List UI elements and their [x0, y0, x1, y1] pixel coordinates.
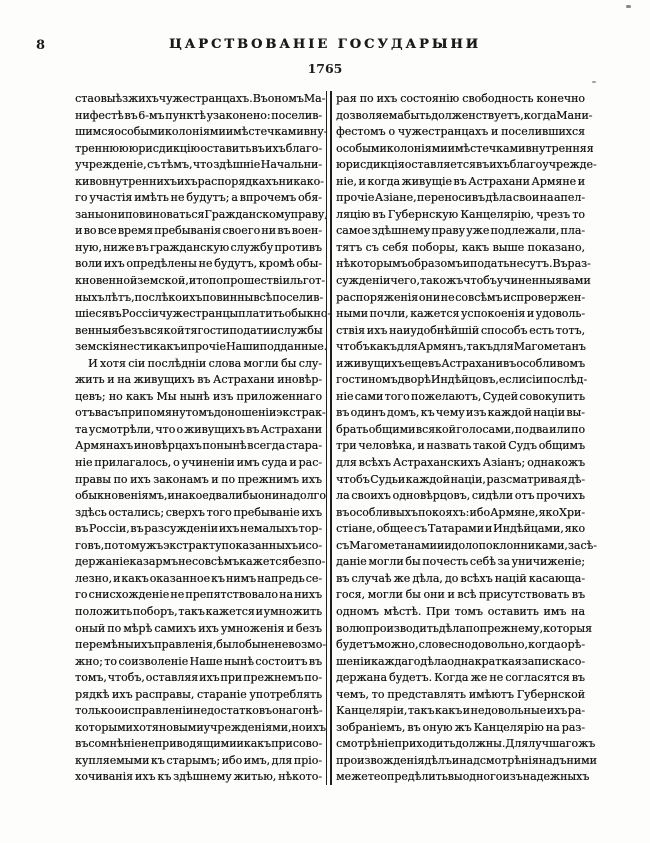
text-line: го участія имѣть не будутъ; а впрочемъ обя- — [75, 191, 322, 205]
text-line: держана будетъ. Когда же не согласятся въ — [336, 671, 585, 685]
text-line: обыкновеніямъ, инако едва ли бы они надолго — [75, 489, 326, 503]
text-line: самое здѣшнему праву уже подлежали, пла- — [336, 224, 585, 238]
text-line: брать общими всякой голосами, по два или по — [336, 422, 585, 436]
text-line: только о исправленіи недостатковъ онаго нѣ- — [75, 704, 323, 718]
text-line: здѣсь остались; сверхъ того пребываніе ихъ — [75, 505, 322, 519]
text-line: ніе, и когда живущіе въ Астрахани Армяне и — [336, 174, 585, 188]
text-line: смотрѣніе приходить должны. Для лучшаго жъ — [336, 737, 596, 751]
text-line: три человѣка, и назвать такой Судъ общимъ — [336, 439, 585, 453]
text-line: треннюю юрисдикцію оставить въ ихъ благо- — [75, 141, 322, 155]
text-line: въ особливыхъ покояхъ: ибо Армяне, яко Хри- — [336, 505, 585, 519]
text-line: тятъ съ себя поборы, какъ выше показано, — [336, 240, 585, 254]
text-line: межете опредѣлить вы одного изъ надежныхъ — [336, 770, 590, 784]
text-line: которыми хотя новыми учрежденіями, но ихъ — [75, 720, 326, 734]
left-text-column — [75, 91, 332, 786]
text-line: ла своихъ одновѣрцовъ, сидѣли отъ прочихъ — [336, 489, 585, 503]
text-line: говъ, по тому жъ экстракту показанныхъ и со- — [75, 538, 322, 552]
text-line: Канцеляріи, такъ какъ и недовольные ихъ ра- — [336, 704, 585, 718]
text-line: правы по ихъ законамъ и по прежнимъ ихъ — [75, 472, 322, 486]
text-line: положить поборъ, такъ кажется и умножить — [75, 604, 322, 618]
text-line: шіеся въ Россіи чужестранцы платить обыкно- — [75, 307, 332, 321]
right-text-column — [336, 91, 597, 786]
text-line: чтобъ Судьи каждой націи, разсматривая дѣ- — [336, 472, 585, 486]
text-line: рая по ихъ состоянію свободность конечно — [336, 92, 585, 105]
text-line: распоряженія они не совсѣмъ испровержен- — [336, 290, 585, 304]
text-line: та усмотрѣли, что о живущихъ въ Астрахани — [75, 422, 322, 436]
text-line: томъ, чтобъ, оставляя ихъ при прежнемъ по- — [75, 671, 322, 685]
text-line: ныхъ лѣтъ, послѣ коихъ повинны всѣ поселив- — [75, 290, 324, 304]
text-line: оный по мѣрѣ самихъ ихъ умноженія и безъ — [75, 621, 322, 635]
text-line: отъ васъ при помянутомъ доношеніи экстрак- — [75, 406, 326, 420]
text-line: въ Россіи, въ разсужденіи ихъ немалыхъ тор- — [75, 522, 322, 536]
text-line: въ одинъ домъ, къ чему изъ каждой націи вы- — [336, 406, 585, 420]
page-title: ЦАРСТВОВАНІЕ ГОСУДАРЫНИ — [169, 37, 481, 52]
text-line: кновенной земской, и то по прошествіи льгот- — [75, 274, 325, 288]
text-line: гостиномъ дворѣ Индѣйцовъ, если сіи послѣд- — [336, 373, 588, 387]
text-line: чемъ, то представлять имѣютъ Губернской — [336, 687, 585, 701]
text-line: венныя безъ всякой тягости подати и службы — [75, 323, 323, 337]
text-line: фестомъ о чужестранцахъ и поселившихся — [336, 125, 585, 139]
text-line: будетъ можно, словесно довольно, когда о рѣ- — [336, 638, 585, 652]
text-line: жить и на живущихъ въ Астрахани иновѣр- — [75, 373, 322, 387]
text-line: прочіе Азіане, переносивъ дѣла свои на апел- — [336, 191, 585, 205]
text-line: для всѣхъ Астраханскихъ Азіанъ; однакожъ — [336, 456, 585, 470]
text-line: хочиванія ихъ къ здѣшнему житью, нѣкото- — [75, 770, 322, 784]
text-line: учрежденіе, съ тѣмъ, что здѣшніе Начальни- — [75, 158, 322, 172]
text-line: и во все время пребыванія своего ни въ воен- — [75, 224, 322, 238]
text-line: го снисхожденіе не препятствовало на нихъ — [75, 588, 322, 602]
page-number: 8 — [36, 38, 46, 53]
text-line: держаніе казармъ не совсѣмъ кажется безпо- — [75, 555, 326, 569]
text-line: гося, могли бы они и всѣ присутствовать въ — [336, 588, 585, 602]
text-line: ста о выѣзжихъ чужестранцахъ. Въ ономъ Ма- — [75, 92, 326, 105]
text-line: ствія ихъ наиудобнѣйшій способъ есть тотъ, — [336, 323, 585, 337]
text-line: сужденіи чего, такожъ чтобъ учиненныя вами — [336, 274, 591, 288]
text-line: особыми колоніями и мѣстечками внутренняя — [336, 141, 594, 155]
text-line: земскія нести какъ и прочіе Наши подданные. — [75, 340, 328, 354]
text-line: въ случаѣ же дѣла, до всѣхъ націй касающа- — [336, 571, 585, 585]
text-line: жно; то соизволеніе Наше нынѣ состоитъ въ — [75, 654, 322, 668]
text-line: ными почли, кажется успокоенія и удоволь- — [336, 307, 585, 321]
text-line: юрисдикція оставляется въ ихъ благоучрежде- — [336, 158, 597, 172]
text-line: шеніи каждаго дѣла одна краткая записка со- — [336, 654, 585, 668]
text-line: нѣкоторымъ образомъ и подать несутъ. Въ раз- — [336, 257, 591, 271]
text-line: Армянахъ иновѣрцахъ понынѣ всегда стара- — [75, 439, 322, 453]
text-line: одномъ мѣстѣ. При томъ оставить имъ на — [336, 604, 585, 618]
text-line: цевъ; но какъ Мы нынѣ изъ приложеннаго — [75, 389, 322, 403]
text-line: ки во внутреннихъ ихъ распорядкахъ никако- — [75, 174, 324, 188]
text-line: купляемыми къ старымъ; ибо имъ, для пріо- — [75, 753, 322, 767]
text-line: ную, ниже въ гражданскую службу противъ — [75, 240, 322, 254]
text-line: даніе могли бы почесть себѣ за уничиженіе; — [336, 555, 585, 569]
text-line: перемѣны ихъ правленія, было бы не невозмо- — [75, 638, 326, 652]
text-line: ніе прилагалось, о учиненіи имъ суда и рас- — [75, 456, 322, 470]
text-line: и живущихъ еще въ Астрахани въ особливомъ — [336, 356, 585, 370]
text-line: нифестѣ въ 6-мъ пунктѣ узаконено: поселив- — [75, 108, 322, 122]
text-line: произвожденія дѣлъ и надсмотрѣнія надъ ними — [336, 753, 597, 767]
column-divider-rule — [326, 91, 332, 785]
text-line: шимся особыми колоніями и мѣстечками вну- — [75, 125, 328, 139]
text-line: зобраніемъ, въ оную жъ Канцелярію на раз- — [336, 720, 585, 734]
text-line: въ сомнѣніе неприводящими и какъ присово- — [75, 737, 323, 751]
text-line: ніе сами того пожелаютъ, Судей совокупить — [336, 389, 585, 403]
text-line: воли ихъ опредѣлены не будутъ, кромѣ обы- — [75, 257, 322, 271]
text-line: волю производить дѣла по прежнему, которыя — [336, 621, 592, 635]
year-heading: 1765 — [307, 61, 343, 76]
text-line: дозволяема быть долженствуетъ, когда Мани- — [336, 108, 593, 122]
text-line: съ Магометанами и идолопоклонниками, засѣ- — [336, 538, 597, 552]
text-line: рядкѣ ихъ расправы, стараніе употреблять — [75, 687, 322, 701]
text-line: чтобъ какъ для Армянъ, такъ для Магометанъ — [336, 340, 586, 354]
text-line: лезно, и какъ оказанное къ нимъ напредь се- — [75, 571, 322, 585]
text-line: ляцію въ Губернскую Канцелярію, чрезъ то — [336, 207, 585, 221]
scan-artifact-speck — [626, 5, 631, 8]
text-line: стіане, общее съ Татарами и Индѣйцами, яко — [336, 522, 585, 536]
scan-artifact-speck — [592, 81, 596, 83]
text-line: И хотя сіи послѣдніи слова могли бы слу- — [88, 356, 322, 370]
text-line: заны они повиноваться Гражданскому праву, — [75, 207, 328, 221]
